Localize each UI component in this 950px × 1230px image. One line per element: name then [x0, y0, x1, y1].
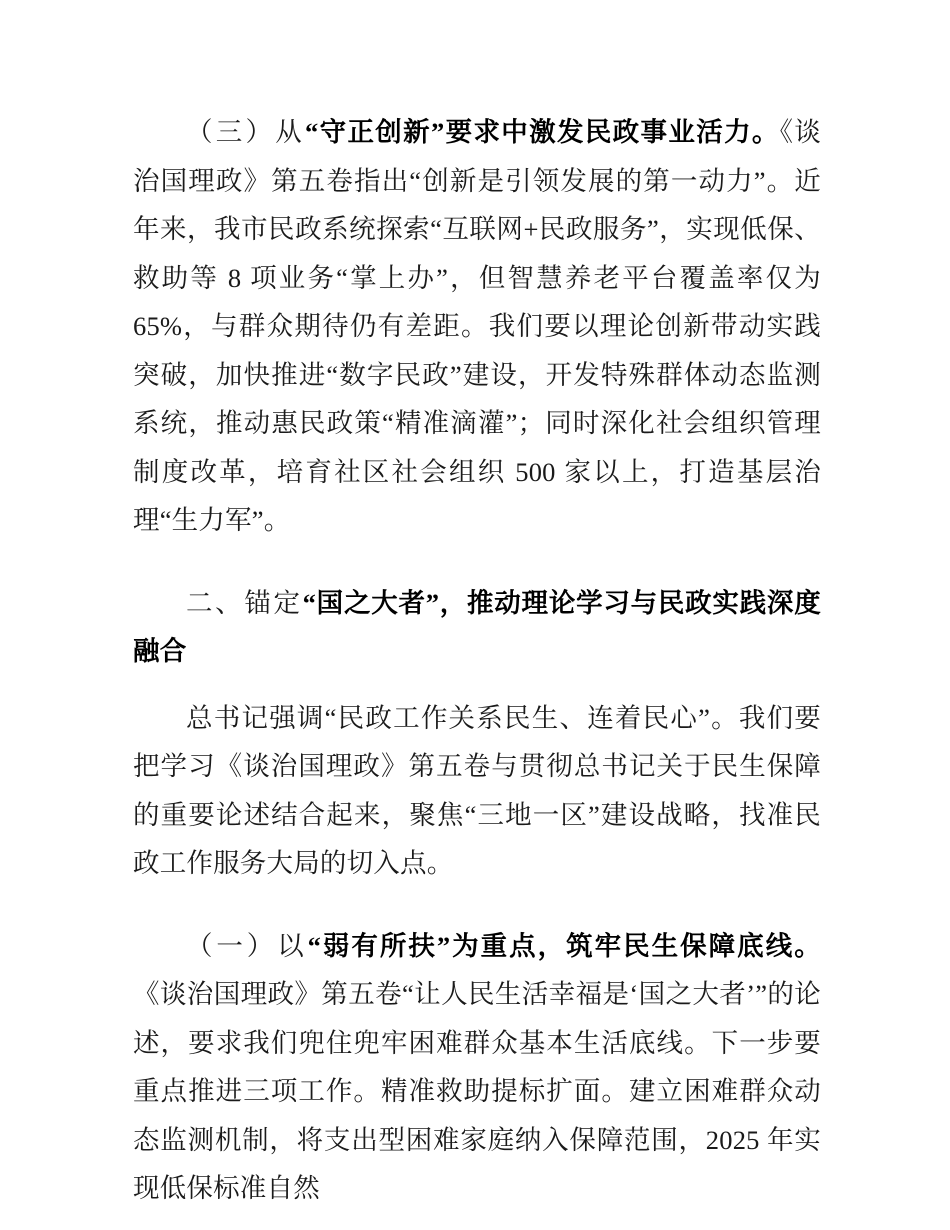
- heading-lead-label: 二、锚定: [186, 587, 303, 618]
- paragraph-intro: [133, 694, 821, 888]
- paragraph-one-body-text: 《谈治国理政》第五卷“让人民生活幸福是‘国之大者’”的论述，要求我们兜住兜牢困难群众基本生活底线。下一步要重点推进三项工作。精准救助提标扩面。建立困难群众动态监测机制，将支出型困难家庭纳入保障范围，2025 年实现低保标准自然: [133, 979, 821, 1203]
- paragraph-one-lead-label: （一）以: [186, 930, 308, 961]
- heading-section-two: [133, 579, 821, 676]
- spacer-after-heading-two: [133, 676, 821, 694]
- paragraph-intro-text: 总书记强调“民政工作关系民生、连着民心”。我们要把学习《谈治国理政》第五卷与贯彻总书记关于民生保障的重要论述结合起来，聚焦“三地一区”建设战略，找准民政工作服务大局的切入点。: [133, 702, 821, 878]
- paragraph-body-text: 《谈治国理政》第五卷指出“创新是引领发展的第一动力”。近年来，我市民政系统探索“互联网+民政服务”，实现低保、救助等 8 项业务“掌上办”，但智慧养老平台覆盖率仅为 65%，与群众期待仍有差距。我们要以理论创新带动实践突破，加快推进“数字民政”建设，开发特殊群体动态监测系统，推动惠民政策“精准滴灌”；同时深化社会组织管理制度改革，培育社区社会组织 500 家以上，打造基层治理“生力军”。: [133, 117, 821, 535]
- paragraph-lead-label: （三）从: [186, 117, 305, 147]
- paragraph-section-three: [133, 108, 821, 545]
- paragraph-bold-heading: “守正创新”要求中激发民政事业活力。: [305, 117, 780, 147]
- spacer-after-section-three: [133, 545, 821, 579]
- paragraph-section-one: [133, 922, 821, 1213]
- document-body: [133, 108, 821, 1213]
- paragraph-one-bold-heading: “弱有所扶”为重点，筑牢民生保障底线。: [307, 930, 821, 961]
- heading-bold-text: “国之大者”，推动理论学习与民政实践深度融合: [133, 587, 822, 666]
- spacer-after-intro: [133, 888, 821, 922]
